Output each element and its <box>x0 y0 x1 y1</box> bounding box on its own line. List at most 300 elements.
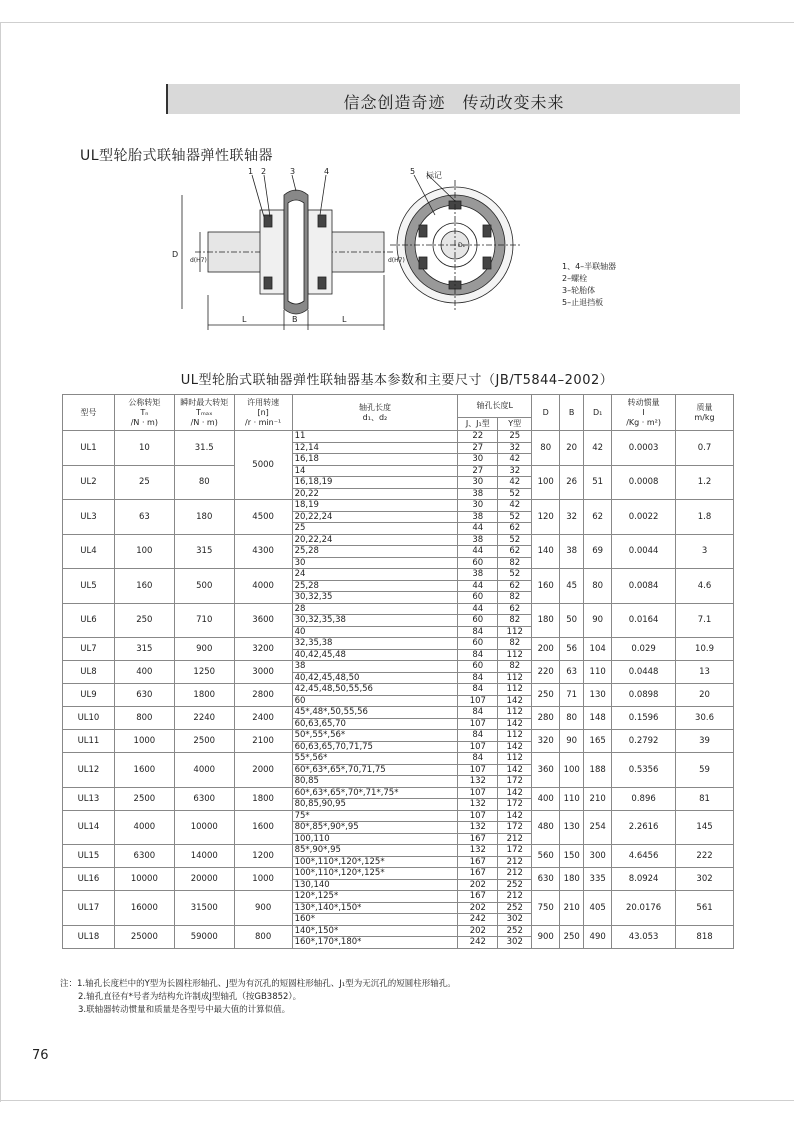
cell-speed: 1600 <box>234 810 292 845</box>
cell-length-j: 167 <box>458 856 498 868</box>
cell-length-j: 60 <box>458 557 498 569</box>
cell-torque: 250 <box>114 603 174 638</box>
spec-table-body <box>63 431 734 949</box>
banner-slogan: 信念创造奇迹 传动改变未来 <box>343 93 565 112</box>
cell-D: 400 <box>532 787 560 810</box>
header-speed: 许用转速 [n] /r · min⁻¹ <box>234 395 292 431</box>
legend-line-3: 3–轮胎体 <box>562 286 596 295</box>
cell-length-y: 112 <box>498 626 532 638</box>
cell-mass: 81 <box>676 787 734 810</box>
cell-bore: 60*,63*,65*,70,71,75 <box>292 764 458 776</box>
cell-D: 630 <box>532 868 560 891</box>
cell-B: 56 <box>560 638 584 661</box>
cell-max-torque: 31.5 <box>174 431 234 466</box>
cell-B: 71 <box>560 684 584 707</box>
cell-mass: 1.8 <box>676 500 734 535</box>
cell-bore: 40,42,45,48 <box>292 649 458 661</box>
cell-mass: 3 <box>676 534 734 569</box>
cell-length-y: 112 <box>498 730 532 742</box>
cell-bore: 25,28 <box>292 546 458 558</box>
cell-model: UL13 <box>63 787 115 810</box>
cell-length-j: 60 <box>458 592 498 604</box>
cell-max-torque: 1250 <box>174 661 234 684</box>
cell-B: 130 <box>560 810 584 845</box>
table-row <box>63 638 734 650</box>
cell-torque: 315 <box>114 638 174 661</box>
page-frame-left <box>0 22 1 1102</box>
cell-D: 480 <box>532 810 560 845</box>
legend-line-4: 5–止退挡板 <box>562 298 604 307</box>
page-frame-bottom <box>0 1100 794 1101</box>
cell-model: UL11 <box>63 730 115 753</box>
cell-length-y: 42 <box>498 500 532 512</box>
cell-length-j: 60 <box>458 661 498 673</box>
cell-length-j: 84 <box>458 684 498 696</box>
cell-D1: 210 <box>584 787 612 810</box>
cell-inertia: 0.0898 <box>612 684 676 707</box>
header-length-j: J、J₁型 <box>458 418 498 431</box>
cell-D1: 405 <box>584 891 612 926</box>
cell-length-y: 302 <box>498 937 532 949</box>
cell-model: UL2 <box>63 465 115 500</box>
cell-B: 63 <box>560 661 584 684</box>
cell-B: 150 <box>560 845 584 868</box>
cell-model: UL10 <box>63 707 115 730</box>
cell-length-j: 167 <box>458 833 498 845</box>
cell-length-y: 112 <box>498 684 532 696</box>
cell-length-j: 38 <box>458 488 498 500</box>
cell-inertia: 20.0176 <box>612 891 676 926</box>
cell-inertia: 0.0164 <box>612 603 676 638</box>
mark-label: 标记 <box>426 171 442 180</box>
cell-length-j: 84 <box>458 753 498 765</box>
cell-length-y: 172 <box>498 799 532 811</box>
cell-speed: 3200 <box>234 638 292 661</box>
cell-D1: 300 <box>584 845 612 868</box>
cell-max-torque: 20000 <box>174 868 234 891</box>
cell-D: 560 <box>532 845 560 868</box>
header-torque: 公称转矩 Tₙ /N · m) <box>114 395 174 431</box>
cell-length-j: 107 <box>458 741 498 753</box>
cell-D1: 254 <box>584 810 612 845</box>
cell-D1: 42 <box>584 431 612 466</box>
cell-bore: 45*,48*,50,55,56 <box>292 707 458 719</box>
legend-line-2: 2–螺栓 <box>562 274 588 283</box>
cell-bore: 50*,55*,56* <box>292 730 458 742</box>
cell-D1: 490 <box>584 925 612 948</box>
cell-D1: 104 <box>584 638 612 661</box>
header-D: D <box>532 395 560 431</box>
cell-max-torque: 59000 <box>174 925 234 948</box>
cell-bore: 38 <box>292 661 458 673</box>
cell-B: 210 <box>560 891 584 926</box>
cell-bore: 80,85 <box>292 776 458 788</box>
cell-max-torque: 31500 <box>174 891 234 926</box>
cell-D: 140 <box>532 534 560 569</box>
spec-table <box>62 394 734 949</box>
cell-length-j: 27 <box>458 465 498 477</box>
cell-speed: 4000 <box>234 569 292 604</box>
cell-bore: 75* <box>292 810 458 822</box>
cell-mass: 818 <box>676 925 734 948</box>
cell-length-y: 212 <box>498 833 532 845</box>
cell-length-y: 212 <box>498 868 532 880</box>
cell-max-torque: 500 <box>174 569 234 604</box>
cell-length-j: 132 <box>458 776 498 788</box>
cell-length-j: 84 <box>458 626 498 638</box>
cell-D: 200 <box>532 638 560 661</box>
cell-torque: 100 <box>114 534 174 569</box>
cell-mass: 30.6 <box>676 707 734 730</box>
cell-bore: 80*,85*,90*,95 <box>292 822 458 834</box>
cell-length-y: 52 <box>498 511 532 523</box>
cell-B: 90 <box>560 730 584 753</box>
cell-max-torque: 1800 <box>174 684 234 707</box>
cell-length-j: 242 <box>458 937 498 949</box>
cell-speed: 4500 <box>234 500 292 535</box>
cell-D: 280 <box>532 707 560 730</box>
cell-bore: 28 <box>292 603 458 615</box>
cell-model: UL17 <box>63 891 115 926</box>
cell-speed: 2100 <box>234 730 292 753</box>
cell-mass: 222 <box>676 845 734 868</box>
header-bore: 轴孔长度 d₁、d₂ <box>292 395 458 431</box>
table-row <box>63 753 734 765</box>
cell-length-j: 202 <box>458 925 498 937</box>
cell-length-y: 32 <box>498 465 532 477</box>
cell-bore: 24 <box>292 569 458 581</box>
cell-length-j: 44 <box>458 546 498 558</box>
cell-max-torque: 6300 <box>174 787 234 810</box>
table-row <box>63 684 734 696</box>
cell-torque: 25 <box>114 465 174 500</box>
cell-max-torque: 2500 <box>174 730 234 753</box>
cell-D: 320 <box>532 730 560 753</box>
cell-bore: 60,63,65,70 <box>292 718 458 730</box>
cell-bore: 160* <box>292 914 458 926</box>
cell-bore: 60 <box>292 695 458 707</box>
cell-length-j: 242 <box>458 914 498 926</box>
cell-length-y: 82 <box>498 557 532 569</box>
cell-bore: 60,63,65,70,71,75 <box>292 741 458 753</box>
cell-length-y: 252 <box>498 925 532 937</box>
cell-speed: 800 <box>234 925 292 948</box>
cell-D1: 335 <box>584 868 612 891</box>
cell-bore: 130,140 <box>292 879 458 891</box>
cell-bore: 100,110 <box>292 833 458 845</box>
cell-bore: 160*,170*,180* <box>292 937 458 949</box>
cell-bore: 85*,90*,95 <box>292 845 458 857</box>
cell-length-y: 172 <box>498 822 532 834</box>
cell-torque: 1600 <box>114 753 174 788</box>
cell-length-y: 172 <box>498 845 532 857</box>
cell-D: 900 <box>532 925 560 948</box>
cell-length-j: 84 <box>458 649 498 661</box>
cell-inertia: 0.0084 <box>612 569 676 604</box>
cell-bore: 120*,125* <box>292 891 458 903</box>
cell-D1: 90 <box>584 603 612 638</box>
cell-mass: 7.1 <box>676 603 734 638</box>
cell-D: 750 <box>532 891 560 926</box>
dim-d-right: d(H7) <box>388 257 405 264</box>
cell-length-y: 142 <box>498 764 532 776</box>
cell-bore: 25 <box>292 523 458 535</box>
page-frame-top <box>0 22 794 23</box>
cell-length-y: 82 <box>498 638 532 650</box>
cell-bore: 11 <box>292 431 458 443</box>
table-row <box>63 810 734 822</box>
cell-D: 250 <box>532 684 560 707</box>
cell-length-j: 202 <box>458 879 498 891</box>
cell-torque: 10 <box>114 431 174 466</box>
table-row <box>63 730 734 742</box>
cell-inertia: 2.2616 <box>612 810 676 845</box>
cell-length-y: 52 <box>498 488 532 500</box>
cell-model: UL9 <box>63 684 115 707</box>
header-mass: 质量 m/kg <box>676 395 734 431</box>
cell-mass: 10.9 <box>676 638 734 661</box>
dim-L-left: L <box>242 315 247 324</box>
cell-inertia: 0.5356 <box>612 753 676 788</box>
cell-torque: 400 <box>114 661 174 684</box>
cell-inertia: 0.0044 <box>612 534 676 569</box>
cell-D: 180 <box>532 603 560 638</box>
cell-length-y: 212 <box>498 856 532 868</box>
cell-bore: 42,45,48,50,55,56 <box>292 684 458 696</box>
cell-length-j: 27 <box>458 442 498 454</box>
cell-length-y: 142 <box>498 695 532 707</box>
cell-length-y: 52 <box>498 569 532 581</box>
cell-B: 38 <box>560 534 584 569</box>
cell-length-j: 167 <box>458 891 498 903</box>
cell-torque: 800 <box>114 707 174 730</box>
cell-model: UL18 <box>63 925 115 948</box>
cell-max-torque: 10000 <box>174 810 234 845</box>
cell-torque: 6300 <box>114 845 174 868</box>
note-2: 2.轴孔直径有*号者为结构允许制成J型轴孔（按GB3852）。 <box>78 992 302 1002</box>
cell-length-y: 112 <box>498 753 532 765</box>
dim-D: D <box>172 250 179 259</box>
cell-model: UL3 <box>63 500 115 535</box>
section-title: UL型轮胎式联轴器弹性联轴器 <box>80 148 274 164</box>
cell-model: UL8 <box>63 661 115 684</box>
header-max-torque: 瞬时最大转矩 Tₘₐₓ /N · m) <box>174 395 234 431</box>
cell-D: 220 <box>532 661 560 684</box>
cell-length-j: 22 <box>458 431 498 443</box>
cell-max-torque: 80 <box>174 465 234 500</box>
dim-d-left: d(H7) <box>190 257 207 264</box>
cell-bore: 18,19 <box>292 500 458 512</box>
cell-bore: 30 <box>292 557 458 569</box>
cell-bore: 30,32,35 <box>292 592 458 604</box>
cell-speed: 1200 <box>234 845 292 868</box>
cell-torque: 2500 <box>114 787 174 810</box>
cell-B: 26 <box>560 465 584 500</box>
cell-bore: 20,22 <box>292 488 458 500</box>
dim-L-right: L <box>342 315 347 324</box>
cell-length-y: 142 <box>498 741 532 753</box>
cell-bore: 12,14 <box>292 442 458 454</box>
header-D1: D₁ <box>584 395 612 431</box>
cell-torque: 630 <box>114 684 174 707</box>
table-row <box>63 431 734 443</box>
cell-length-y: 52 <box>498 534 532 546</box>
cell-model: UL5 <box>63 569 115 604</box>
cell-bore: 55*,56* <box>292 753 458 765</box>
cell-B: 250 <box>560 925 584 948</box>
cell-max-torque: 14000 <box>174 845 234 868</box>
cell-bore: 16,18 <box>292 454 458 466</box>
cell-length-j: 44 <box>458 603 498 615</box>
cell-length-y: 62 <box>498 523 532 535</box>
cell-length-y: 212 <box>498 891 532 903</box>
cell-D1: 165 <box>584 730 612 753</box>
cell-length-y: 25 <box>498 431 532 443</box>
cell-length-y: 62 <box>498 546 532 558</box>
cell-bore: 40 <box>292 626 458 638</box>
cell-speed: 4300 <box>234 534 292 569</box>
cell-inertia: 0.896 <box>612 787 676 810</box>
cell-torque: 10000 <box>114 868 174 891</box>
table-row <box>63 845 734 857</box>
notes <box>60 978 456 1017</box>
cell-length-y: 142 <box>498 718 532 730</box>
cell-torque: 160 <box>114 569 174 604</box>
table-row <box>63 787 734 799</box>
cell-B: 110 <box>560 787 584 810</box>
cell-inertia: 43.053 <box>612 925 676 948</box>
table-row <box>63 868 734 880</box>
cell-length-j: 107 <box>458 810 498 822</box>
cell-length-j: 44 <box>458 523 498 535</box>
table-row <box>63 661 734 673</box>
cell-bore: 20,22,24 <box>292 511 458 523</box>
callout-5: 5 <box>410 167 416 176</box>
table-row <box>63 500 734 512</box>
cell-speed: 2400 <box>234 707 292 730</box>
cell-length-y: 82 <box>498 615 532 627</box>
cell-B: 45 <box>560 569 584 604</box>
cell-model: UL7 <box>63 638 115 661</box>
cell-model: UL14 <box>63 810 115 845</box>
header-inertia: 转动惯量 I /Kg · m²) <box>612 395 676 431</box>
cell-max-torque: 710 <box>174 603 234 638</box>
cell-length-y: 302 <box>498 914 532 926</box>
table-row <box>63 603 734 615</box>
cell-bore: 30,32,35,38 <box>292 615 458 627</box>
header-banner <box>166 84 740 114</box>
cell-length-y: 142 <box>498 810 532 822</box>
cell-bore: 40,42,45,48,50 <box>292 672 458 684</box>
cell-bore: 60*,63*,65*,70*,71*,75* <box>292 787 458 799</box>
cell-D1: 130 <box>584 684 612 707</box>
cell-bore: 140*,150* <box>292 925 458 937</box>
legend-line-1: 1、4–半联轴器 <box>562 262 617 271</box>
table-row <box>63 569 734 581</box>
cell-length-y: 42 <box>498 477 532 489</box>
cell-speed: 5000 <box>234 431 292 500</box>
cell-length-y: 82 <box>498 661 532 673</box>
cell-mass: 4.6 <box>676 569 734 604</box>
cell-mass: 20 <box>676 684 734 707</box>
cell-mass: 561 <box>676 891 734 926</box>
cell-bore: 80,85,90,95 <box>292 799 458 811</box>
cell-length-j: 132 <box>458 845 498 857</box>
cell-D: 160 <box>532 569 560 604</box>
cell-bore: 14 <box>292 465 458 477</box>
cell-D1: 62 <box>584 500 612 535</box>
cell-length-j: 202 <box>458 902 498 914</box>
table-row <box>63 925 734 937</box>
cell-D: 80 <box>532 431 560 466</box>
cell-model: UL6 <box>63 603 115 638</box>
cell-speed: 2800 <box>234 684 292 707</box>
header-B: B <box>560 395 584 431</box>
cell-length-j: 38 <box>458 569 498 581</box>
cell-speed: 2000 <box>234 753 292 788</box>
cell-bore: 20,22,24 <box>292 534 458 546</box>
cell-D: 120 <box>532 500 560 535</box>
page-number: 76 <box>32 1048 49 1063</box>
callout-4: 4 <box>324 167 330 176</box>
cell-inertia: 0.0003 <box>612 431 676 466</box>
cell-B: 80 <box>560 707 584 730</box>
cell-mass: 1.2 <box>676 465 734 500</box>
cell-length-y: 112 <box>498 707 532 719</box>
cell-model: UL4 <box>63 534 115 569</box>
cell-inertia: 0.0008 <box>612 465 676 500</box>
cell-max-torque: 2240 <box>174 707 234 730</box>
cell-bore: 100*,110*,120*,125* <box>292 868 458 880</box>
cell-max-torque: 315 <box>174 534 234 569</box>
header-length: 轴孔长度L <box>458 395 532 418</box>
cell-D: 100 <box>532 465 560 500</box>
cell-B: 32 <box>560 500 584 535</box>
cell-B: 180 <box>560 868 584 891</box>
cell-D1: 188 <box>584 753 612 788</box>
cell-length-j: 60 <box>458 615 498 627</box>
cell-B: 20 <box>560 431 584 466</box>
callout-2: 2 <box>261 167 267 176</box>
table-title: UL型轮胎式联轴器弹性联轴器基本参数和主要尺寸（JB/T5844–2002） <box>180 373 614 388</box>
dim-D1: D₁ <box>458 242 466 249</box>
cell-speed: 900 <box>234 891 292 926</box>
cell-length-j: 30 <box>458 477 498 489</box>
cell-D1: 80 <box>584 569 612 604</box>
cell-speed: 1000 <box>234 868 292 891</box>
cell-torque: 16000 <box>114 891 174 926</box>
cell-length-y: 112 <box>498 649 532 661</box>
cell-mass: 39 <box>676 730 734 753</box>
cell-mass: 59 <box>676 753 734 788</box>
cell-torque: 63 <box>114 500 174 535</box>
cell-B: 50 <box>560 603 584 638</box>
cell-model: UL12 <box>63 753 115 788</box>
cell-length-y: 82 <box>498 592 532 604</box>
cell-model: UL16 <box>63 868 115 891</box>
cell-speed: 1800 <box>234 787 292 810</box>
cell-torque: 4000 <box>114 810 174 845</box>
cell-length-y: 62 <box>498 580 532 592</box>
cell-max-torque: 4000 <box>174 753 234 788</box>
cell-torque: 1000 <box>114 730 174 753</box>
table-row <box>63 465 734 477</box>
note-1: 注：1.轴孔长度栏中的Y型为长圆柱形轴孔、J型为有沉孔的短圆柱形轴孔、J₁型为无沉孔的短圆柱形轴孔。 <box>60 979 456 989</box>
cell-length-j: 84 <box>458 707 498 719</box>
cell-length-j: 107 <box>458 718 498 730</box>
cell-inertia: 0.0022 <box>612 500 676 535</box>
cell-bore: 25,28 <box>292 580 458 592</box>
